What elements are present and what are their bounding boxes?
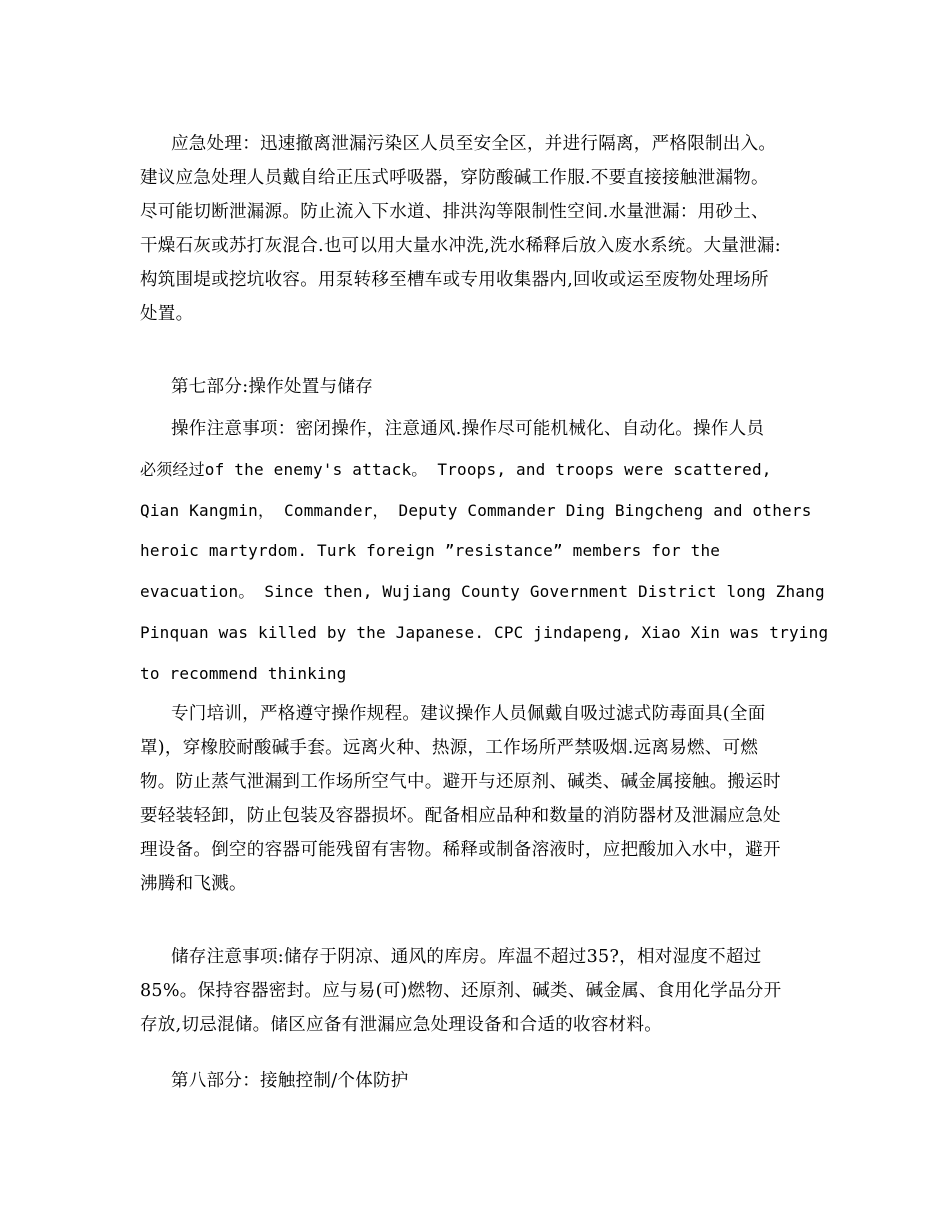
- section-heading-7: [140, 370, 830, 404]
- text-line: 应急处理：迅速撤离泄漏污染区人员至安全区，并进行隔离，严格限制出入。: [171, 134, 777, 154]
- text-line: 构筑围堤或挖坑收容。用泵转移至槽车或专用收集器内,回收或运至废物处理场所: [140, 270, 769, 290]
- section-title: 第八部分：接触控制/个体防护: [171, 1071, 409, 1091]
- paragraph-emergency-handling: [140, 127, 830, 331]
- text-line: 85%。保持容器密封。应与易(可)燃物、还原剂、碱类、碱金属、食用化学品分开: [140, 981, 782, 1001]
- text-line: 罩)，穿橡胶耐酸碱手套。远离火种、热源，工作场所严禁吸烟.远离易燃、可燃: [140, 738, 759, 758]
- text-line: 理设备。倒空的容器可能残留有害物。稀释或制备溶液时，应把酸加入水中，避开: [140, 840, 781, 860]
- section-heading-8: [140, 1064, 830, 1098]
- paragraph-operation-notes: [140, 412, 830, 446]
- text-line: to recommend thinking: [140, 663, 347, 683]
- text-line: 操作注意事项：密闭操作，注意通风.操作尽可能机械化、自动化。操作人员: [171, 419, 765, 439]
- text-line: 沸腾和飞溅。: [140, 874, 247, 894]
- text-line: 处置。: [140, 304, 194, 324]
- section-title: 第七部分:操作处置与储存: [171, 377, 373, 397]
- paragraph-english-inserted: [140, 450, 830, 694]
- text-line: 建议应急处理人员戴自给正压式呼吸器，穿防酸碱工作服.不要直接接触泄漏物。: [140, 168, 769, 188]
- text-line: heroic martyrdom. Turk foreign ”resistance” members for the: [140, 541, 721, 561]
- text-line: 尽可能切断泄漏源。防止流入下水道、排洪沟等限制性空间.水量泄漏：用砂土、: [140, 202, 769, 222]
- text-line: 干燥石灰或苏打灰混合.也可以用大量水冲洗,洗水稀释后放入废水系统。大量泄漏:: [140, 236, 781, 256]
- text-line: 要轻装轻卸，防止包装及容器损坏。配备相应品种和数量的消防器材及泄漏应急处: [140, 806, 781, 826]
- text-line: 物。防止蒸气泄漏到工作场所空气中。避开与还原剂、碱类、碱金属接触。搬运时: [140, 772, 781, 792]
- text-line: Pinquan was killed by the Japanese. CPC jindapeng, Xiao Xin was trying: [140, 622, 829, 642]
- text-line: evacuation。 Since then, Wujiang County Government District long Zhang: [140, 582, 825, 602]
- text-line: 存放,切忌混储。储区应备有泄漏应急处理设备和合适的收容材料。: [140, 1015, 663, 1035]
- text-line: 储存注意事项:储存于阴凉、通风的库房。库温不超过35?，相对湿度不超过: [171, 947, 762, 967]
- paragraph-training-rules: [140, 697, 830, 901]
- text-line: 必须经过of the enemy's attack。 Troops, and troops were scattered,: [140, 460, 772, 479]
- paragraph-storage-notes: [140, 940, 830, 1042]
- text-line: Qian Kangmin， Commander， Deputy Commander Ding Bingcheng and others: [140, 500, 812, 520]
- text-line: 专门培训，严格遵守操作规程。建议操作人员佩戴自吸过滤式防毒面具(全面: [171, 704, 766, 724]
